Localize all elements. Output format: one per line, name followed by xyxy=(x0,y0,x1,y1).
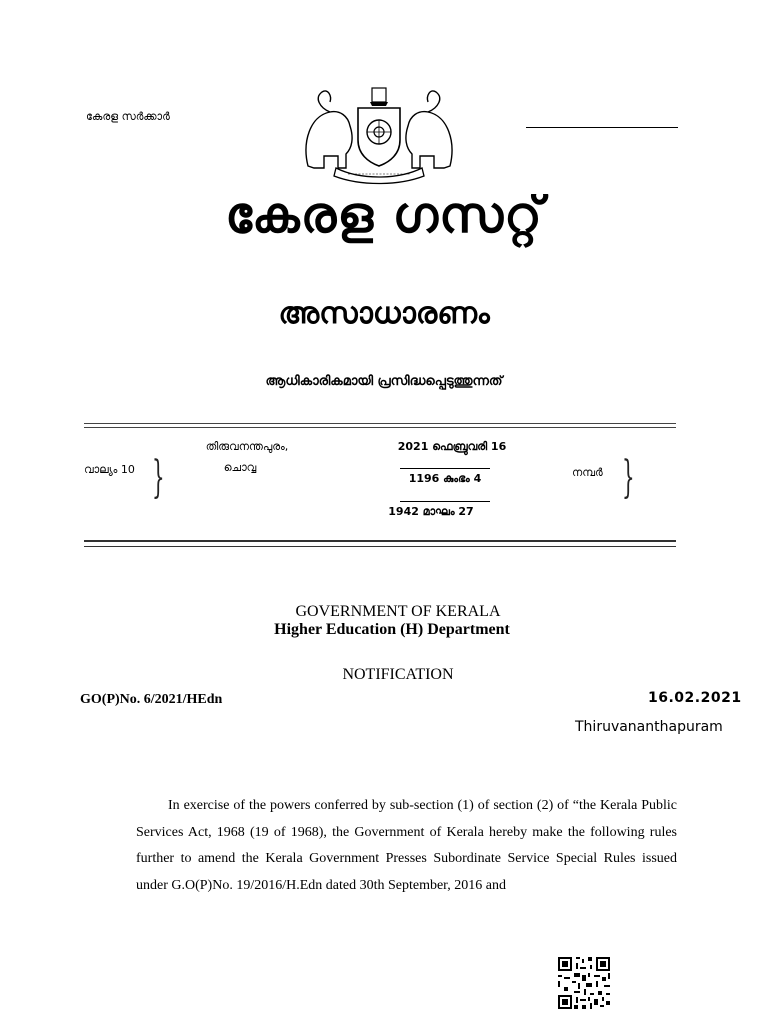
volume-brace: } xyxy=(152,452,165,503)
number-brace: } xyxy=(622,452,635,503)
date-separator-1 xyxy=(400,468,490,469)
notification-place: Thiruvananthapuram xyxy=(575,719,723,735)
notification-heading: NOTIFICATION xyxy=(342,666,454,683)
header-blank-line xyxy=(526,127,678,128)
go-number: GO(P)No. 6/2021/HEdn xyxy=(80,692,223,707)
extraordinary-heading: അസാധാരണം xyxy=(278,296,490,331)
published-by-authority: ആധികാരികമായി പ്രസിദ്ധപ്പെടുത്തുന്നത് xyxy=(265,374,503,389)
date-saka: 1942 മാഘം 27 xyxy=(388,505,474,518)
masthead-top-rule xyxy=(84,423,676,428)
government-heading: GOVERNMENT OF KERALA xyxy=(295,603,501,620)
government-label: കേരള സർക്കാർ xyxy=(86,110,170,123)
volume-label: വാല്യം 10 xyxy=(84,463,135,476)
notification-date: 16.02.2021 xyxy=(648,690,742,706)
place-line-1: തിരുവനന്തപുരം, xyxy=(205,440,289,453)
date-kollam: 1196 കുംഭം 4 xyxy=(408,472,482,485)
body-paragraph: In exercise of the powers conferred by sub-section (1) of section (2) of “the Kerala Public Services Act, 1968 (19 of 1968), the Government of Kerala hereby make the following rules further to amend the Kerala Government Presses Subordinate Service Special Rules issued under G.O(P)No. 19/2016/H.Edn dated 30th September, 2016 and xyxy=(136,798,677,893)
number-label: നമ്പർ xyxy=(572,466,603,479)
emblem-icon xyxy=(300,82,458,186)
masthead-bottom-rule xyxy=(84,540,676,547)
qr-code-icon xyxy=(556,955,612,1011)
date-gregorian: 2021 ഫെബ്രുവരി 16 xyxy=(397,440,507,453)
gazette-title: കേരള ഗസറ്റ് xyxy=(225,186,543,244)
department-heading: Higher Education (H) Department xyxy=(274,621,510,638)
date-separator-2 xyxy=(400,501,490,502)
place-line-2: ചൊവ്വ xyxy=(223,461,257,474)
